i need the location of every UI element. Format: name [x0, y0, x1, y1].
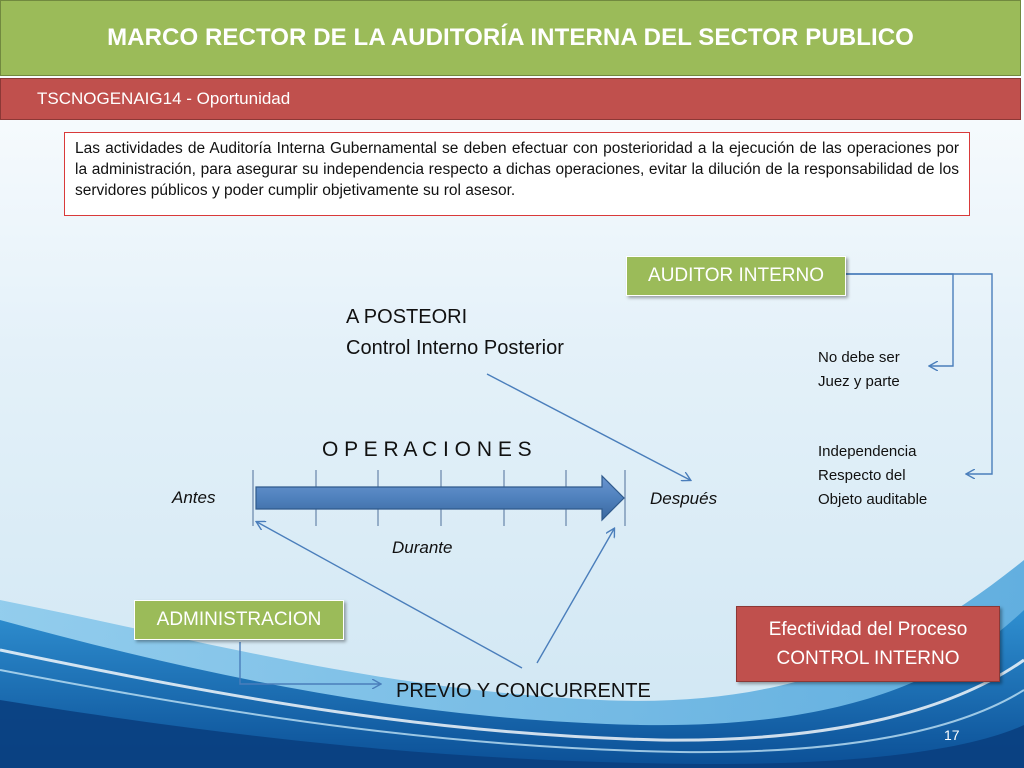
previo-concurrente-label: PREVIO Y CONCURRENTE	[396, 680, 651, 702]
no-debe-line1: No debe ser	[818, 349, 900, 366]
auditor-interno-label: AUDITOR INTERNO	[648, 265, 824, 286]
page-number: 17	[944, 727, 960, 743]
page-title: MARCO RECTOR DE LA AUDITORÍA INTERNA DEL SECTOR PUBLICO	[107, 24, 914, 51]
auditor-interno-box	[626, 256, 846, 296]
intro-text: Las actividades de Auditoría Interna Gubernamental se deben efectuar con posterioridad a la ejecución de las operaciones por la administración, para asegurar su independencia respecto a dichas operaciones, evitar la dilución de la responsabilidad de los servidores públicos y poder cumplir objetivamente su rol asesor.	[75, 140, 959, 199]
posteori-connector	[487, 374, 690, 480]
subtitle-text: TSCNOGENAIG14 - Oportunidad	[37, 89, 291, 108]
a-posteori-line1: A POSTEORI	[346, 306, 468, 328]
a-posteori-text	[346, 302, 564, 364]
durante-label: Durante	[392, 538, 453, 557]
independencia-line1: Independencia	[818, 443, 917, 460]
previo-connector-antes	[257, 522, 522, 668]
efectividad-box	[736, 606, 1000, 682]
no-debe-line2: Juez y parte	[818, 373, 900, 390]
antes-label: Antes	[172, 488, 216, 507]
previo-connector-durante	[537, 529, 614, 663]
efectividad-line1: Efectividad del Proceso	[768, 619, 968, 640]
independencia-text	[818, 440, 927, 512]
no-debe-text	[818, 346, 900, 394]
operations-arrow	[256, 476, 624, 520]
independencia-line2: Respecto del	[818, 467, 906, 484]
a-posteori-line2: Control Interno Posterior	[346, 337, 564, 359]
admin-connector	[240, 642, 380, 684]
operaciones-label: O P E R A C I O N E S	[322, 438, 532, 461]
administracion-box	[134, 600, 344, 640]
administracion-label: ADMINISTRACION	[156, 609, 322, 630]
independencia-line3: Objeto auditable	[818, 491, 928, 508]
efectividad-line2: CONTROL INTERNO	[776, 648, 960, 669]
despues-label: Después	[650, 489, 718, 508]
